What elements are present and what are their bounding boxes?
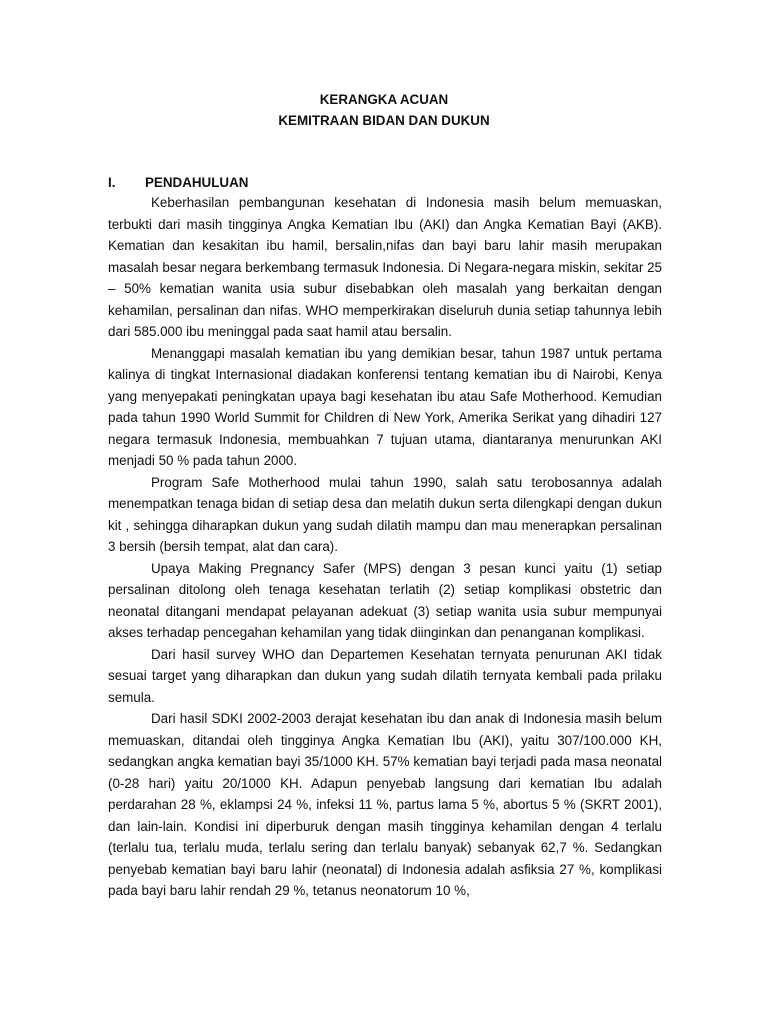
paragraph: Program Safe Motherhood mulai tahun 1990, salah satu terobosannya adalah menempatkan tenaga bidan di setiap desa dan melatih dukun serta dilengkapi dengan dukun kit , sehingga diharapkan dukun yang sudah dilatih mampu dan mau menerapkan persalinan 3 bersih (bersih tempat, alat dan cara). <box>108 474 662 554</box>
paragraph: Menanggapi masalah kematian ibu yang demikian besar, tahun 1987 untuk pertama kalinya di tingkat Internasional diadakan konferensi tentang kematian ibu di Nairobi, Kenya yang menyepakati peningkatan upaya bagi kesehatan ibu atau Safe Motherhood. Kemudian pada tahun 1990 World Summit for Children di New York, Amerika Serikat yang dihadiri 127 negara termasuk Indonesia, membuahkan 7 tujuan utama, diantaranya menurunkan AKI menjadi 50 % pada tahun 2000. <box>108 345 662 468</box>
document-subtitle: KEMITRAAN BIDAN DAN DUKUN <box>278 113 490 128</box>
paragraph: Keberhasilan pembangunan kesehatan di Indonesia masih belum memuaskan, terbukti dari masih tingginya Angka Kematian Ibu (AKI) dan Angka Kematian Bayi (AKB). Kematian dan kesakitan ibu hamil, bersalin,nifas dan bayi baru lahir masih merupakan masalah besar negara berkembang termasuk Indonesia. Di Negara-negara miskin, sekitar 25 – 50% kematian wanita usia subur disebabkan oleh masalah yang berkaitan dengan kehamilan, persalinan dan nifas. WHO memperkirakan diseluruh dunia setiap tahunnya lebih dari 585.000 ibu meninggal pada saat hamil atau bersalin. <box>108 195 662 339</box>
section-heading <box>108 175 248 191</box>
document-title: KERANGKA ACUAN <box>319 92 449 107</box>
section-title: PENDAHULUAN <box>145 175 249 190</box>
paragraph: Dari hasil SDKI 2002-2003 derajat kesehatan ibu dan anak di Indonesia masih belum memuaskan, ditandai oleh tingginya Angka Kematian Ibu (AKI), yaitu 307/100.000 KH, sedangkan angka kematian bayi 35/1000 KH. 57% kematian bayi terjadi pada masa neonatal (0-28 hari) yaitu 20/1000 KH. Adapun penyebab langsung dari kematian Ibu adalah perdarahan 28 %, eklampsi 24 %, infeksi 11 %, partus lama 5 %, abortus 5 % (SKRT 2001), dan lain-lain. Kondisi ini diperburuk dengan masih tingginya kehamilan dengan 4 terlalu (terlalu tua, terlalu muda, terlalu sering dan terlalu banyak) sebanyak 62,7 %. Sedangkan penyebab kematian bayi baru lahir (neonatal) di Indonesia adalah asfiksia 27 %, komplikasi pada bayi baru lahir rendah 29 %, tetanus neonatorum 10 %, <box>108 711 662 898</box>
paragraph: Dari hasil survey WHO dan Departemen Kesehatan ternyata penurunan AKI tidak sesuai target yang diharapkan dan dukun yang sudah dilatih ternyata kembali pada prilaku semula. <box>108 646 662 705</box>
section-number: I. <box>108 175 116 190</box>
body-text <box>108 192 662 902</box>
paragraph: Upaya Making Pregnancy Safer (MPS) dengan 3 pesan kunci yaitu (1) setiap persalinan ditolong oleh tenaga kesehatan terlatih (2) setiap komplikasi obstetric dan neonatal ditangani mendapat pelayanan adekuat (3) setiap wanita usia subur mempunyai akses terhadap pencegahan kehamilan yang tidak diinginkan dan penanganan komplikasi. <box>108 560 662 640</box>
